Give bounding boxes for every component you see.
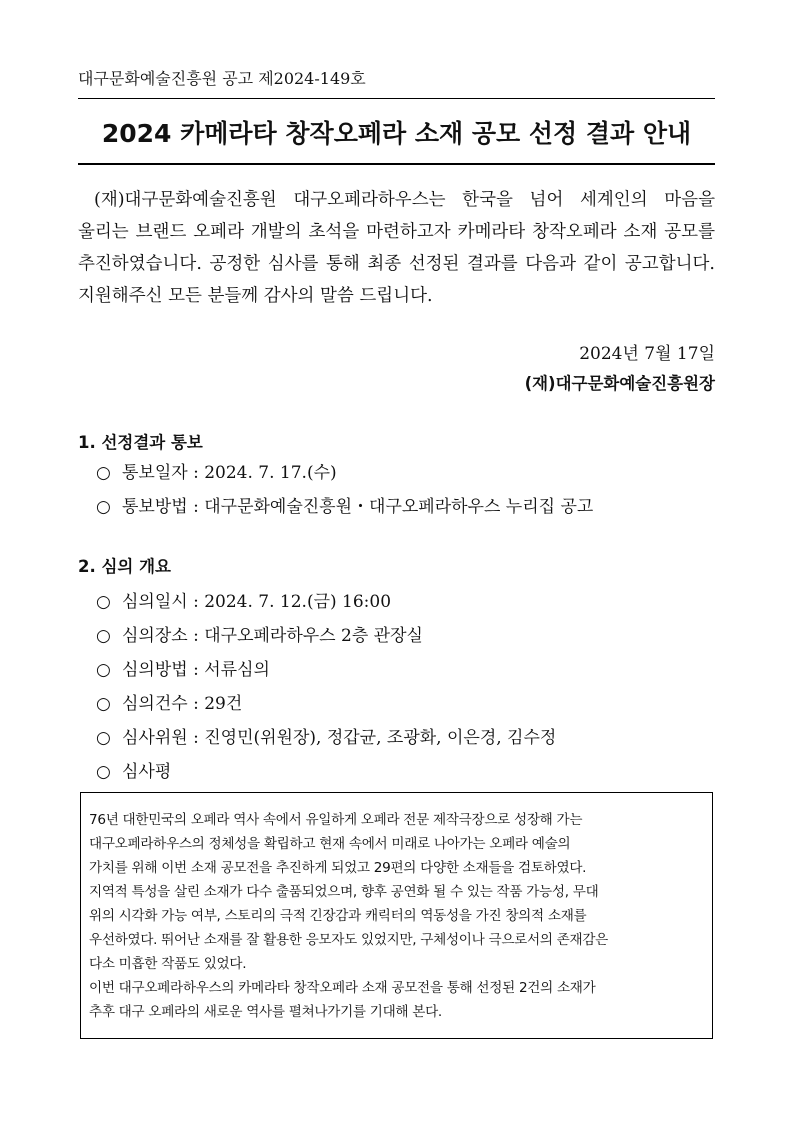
review-line: 추후 대구 오페라의 새로운 역사를 펼쳐나가기를 기대해 본다. <box>89 1004 442 1020</box>
circle-bullet-icon: ○ <box>96 660 111 680</box>
section2-list <box>96 587 556 791</box>
list-item <box>96 492 593 526</box>
list-item-text: 통보방법 : 대구문화예술진흥원・대구오페라하우스 누리집 공고 <box>122 497 594 517</box>
review-box <box>80 792 713 1039</box>
circle-bullet-icon: ○ <box>96 463 111 483</box>
section1-heading: 1. 선정결과 통보 <box>78 433 203 452</box>
intro-paragraph: (재)대구문화예술진흥원 대구오페라하우스는 한국을 넘어 세계인의 마음을 울리는 브랜드 오페라 개발의 초석을 마련하고자 카메라타 창작오페라 소재 공모를 추진하였습니다. 공정한 심사를 통해 최종 선정된 결과를 다음과 같이 공고합니다. 지원해주신 모든 분들께 감사의 말씀 드립니다. <box>78 190 715 306</box>
list-item-text: 심의건수 : 29건 <box>122 694 243 714</box>
circle-bullet-icon: ○ <box>96 728 111 748</box>
review-line: 다소 미흡한 작품도 있었다. <box>89 956 247 972</box>
list-item-text: 심의방법 : 서류심의 <box>122 660 270 680</box>
section2-heading: 2. 심의 개요 <box>78 557 171 576</box>
list-item <box>96 655 556 689</box>
circle-bullet-icon: ○ <box>96 694 111 714</box>
review-line: 가치를 위해 이번 소재 공모전을 추진하게 되었고 29편의 다양한 소재들을 검토하였다. <box>89 860 587 876</box>
review-line: 우선하였다. 뛰어난 소재를 잘 활용한 응모자도 있었지만, 구체성이나 극으로서의 존재감은 <box>89 932 608 948</box>
circle-bullet-icon: ○ <box>96 592 111 612</box>
list-item <box>96 587 556 621</box>
list-item <box>96 621 556 655</box>
list-item <box>96 723 556 757</box>
title-rule <box>78 163 715 165</box>
list-item <box>96 689 556 723</box>
section1-list <box>96 458 593 526</box>
issuer-name: (재)대구문화예술진흥원장 <box>524 374 715 393</box>
notice-number: 대구문화예술진흥원 공고 제2024-149호 <box>78 69 366 88</box>
document-title: 2024 카메라타 창작오페라 소재 공모 선정 결과 안내 <box>101 119 692 148</box>
review-line: 위의 시각화 가능 여부, 스토리의 극적 긴장감과 캐릭터의 역동성을 가진 창의적 소재를 <box>89 908 587 924</box>
circle-bullet-icon: ○ <box>96 497 111 517</box>
list-item-text: 심의장소 : 대구오페라하우스 2층 관장실 <box>122 626 423 646</box>
list-item <box>96 458 593 492</box>
review-line: 76년 대한민국의 오페라 역사 속에서 유일하게 오페라 전문 제작극장으로 성장해 가는 <box>89 812 583 828</box>
notice-date: 2024년 7월 17일 <box>579 344 715 364</box>
review-line: 이번 대구오페라하우스의 카메라타 창작오페라 소재 공모전을 통해 선정된 2건의 소재가 <box>89 980 596 996</box>
list-item-text: 심의일시 : 2024. 7. 12.(금) 16:00 <box>122 592 392 612</box>
circle-bullet-icon: ○ <box>96 626 111 646</box>
review-line: 대구오페라하우스의 정체성을 확립하고 현재 속에서 미래로 나아가는 오페라 예술의 <box>89 836 571 852</box>
review-line: 지역적 특성을 살린 소재가 다수 출품되었으며, 향후 공연화 될 수 있는 작품 가능성, 무대 <box>89 884 599 900</box>
list-item-text: 심사평 <box>122 762 172 782</box>
list-item <box>96 757 556 791</box>
list-item-text: 통보일자 : 2024. 7. 17.(수) <box>122 463 337 483</box>
list-item-text: 심사위원 : 진영민(위원장), 정갑균, 조광화, 이은경, 김수정 <box>122 728 557 748</box>
circle-bullet-icon: ○ <box>96 762 111 782</box>
header-rule <box>78 98 715 99</box>
